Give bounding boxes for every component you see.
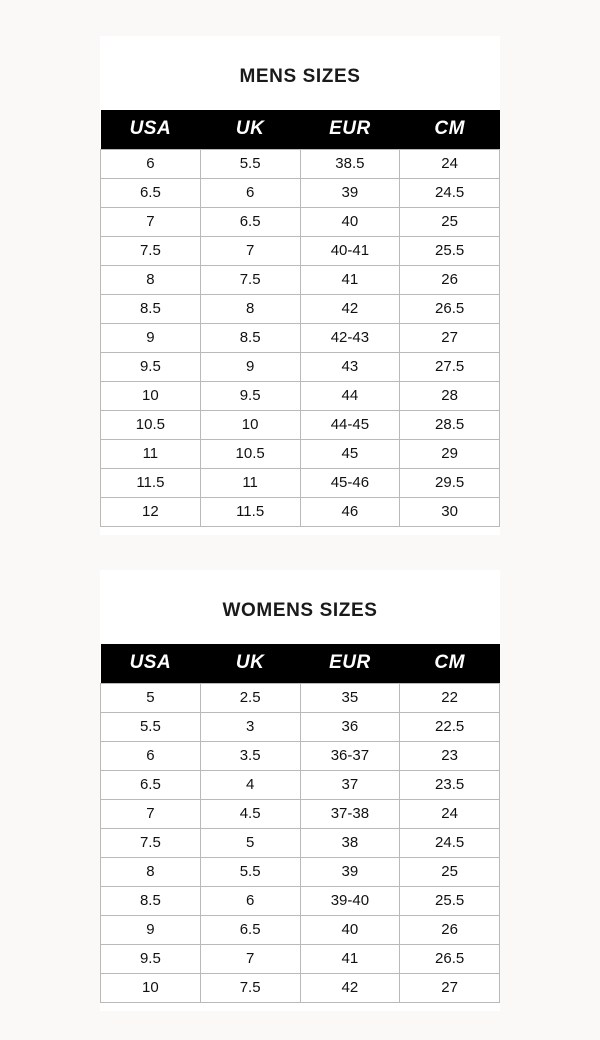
cell-usa: 11 <box>101 440 201 469</box>
cell-usa: 5 <box>101 684 201 713</box>
cell-eur: 35 <box>300 684 400 713</box>
column-header-uk: UK <box>200 644 300 684</box>
womens-table-wrapper <box>100 644 500 1003</box>
table-header-row <box>101 110 500 150</box>
cell-usa: 10.5 <box>101 411 201 440</box>
cell-uk: 8.5 <box>200 324 300 353</box>
cell-uk: 3 <box>200 713 300 742</box>
cell-cm: 25 <box>400 858 500 887</box>
cell-uk: 5.5 <box>200 150 300 179</box>
cell-usa: 9.5 <box>101 353 201 382</box>
cell-uk: 4 <box>200 771 300 800</box>
column-header-eur: EUR <box>300 644 400 684</box>
cell-usa: 9 <box>101 324 201 353</box>
cell-uk: 5 <box>200 829 300 858</box>
column-header-cm: CM <box>400 644 500 684</box>
womens-size-table <box>100 644 500 1003</box>
cell-eur: 42 <box>300 295 400 324</box>
cell-eur: 45-46 <box>300 469 400 498</box>
cell-uk: 6 <box>200 179 300 208</box>
cell-usa: 12 <box>101 498 201 527</box>
cell-cm: 23 <box>400 742 500 771</box>
table-header-row <box>101 644 500 684</box>
cell-usa: 8.5 <box>101 295 201 324</box>
cell-uk: 7.5 <box>200 266 300 295</box>
cell-eur: 39-40 <box>300 887 400 916</box>
cell-eur: 41 <box>300 266 400 295</box>
table-row <box>101 916 500 945</box>
cell-usa: 7 <box>101 208 201 237</box>
cell-usa: 6.5 <box>101 179 201 208</box>
cell-uk: 9.5 <box>200 382 300 411</box>
womens-table-head <box>101 644 500 684</box>
column-header-uk: UK <box>200 110 300 150</box>
cell-uk: 10.5 <box>200 440 300 469</box>
cell-cm: 29.5 <box>400 469 500 498</box>
cell-usa: 7.5 <box>101 829 201 858</box>
table-row <box>101 208 500 237</box>
cell-eur: 39 <box>300 858 400 887</box>
table-row <box>101 742 500 771</box>
cell-eur: 46 <box>300 498 400 527</box>
cell-cm: 24 <box>400 150 500 179</box>
table-row <box>101 469 500 498</box>
cell-usa: 7.5 <box>101 237 201 266</box>
cell-eur: 36-37 <box>300 742 400 771</box>
cell-cm: 26.5 <box>400 295 500 324</box>
cell-cm: 28 <box>400 382 500 411</box>
table-row <box>101 684 500 713</box>
cell-cm: 22 <box>400 684 500 713</box>
cell-usa: 8.5 <box>101 887 201 916</box>
cell-uk: 7.5 <box>200 974 300 1003</box>
womens-table-body <box>101 684 500 1003</box>
cell-usa: 5.5 <box>101 713 201 742</box>
mens-size-chart <box>100 36 500 535</box>
table-row <box>101 266 500 295</box>
cell-cm: 25 <box>400 208 500 237</box>
cell-usa: 9.5 <box>101 945 201 974</box>
cell-cm: 30 <box>400 498 500 527</box>
cell-cm: 26 <box>400 266 500 295</box>
table-row <box>101 713 500 742</box>
cell-cm: 25.5 <box>400 887 500 916</box>
cell-eur: 40 <box>300 916 400 945</box>
table-row <box>101 800 500 829</box>
cell-usa: 7 <box>101 800 201 829</box>
cell-eur: 37-38 <box>300 800 400 829</box>
column-header-usa: USA <box>101 644 201 684</box>
cell-usa: 8 <box>101 858 201 887</box>
mens-block-footer-space <box>100 527 500 535</box>
table-row <box>101 295 500 324</box>
womens-chart-title: WOMENS SIZES <box>100 570 500 644</box>
mens-table-wrapper <box>100 110 500 527</box>
cell-cm: 24.5 <box>400 179 500 208</box>
cell-eur: 44-45 <box>300 411 400 440</box>
cell-cm: 24.5 <box>400 829 500 858</box>
cell-cm: 26 <box>400 916 500 945</box>
cell-uk: 11 <box>200 469 300 498</box>
cell-uk: 7 <box>200 945 300 974</box>
cell-eur: 40 <box>300 208 400 237</box>
cell-eur: 42-43 <box>300 324 400 353</box>
mens-table-body <box>101 150 500 527</box>
cell-eur: 42 <box>300 974 400 1003</box>
cell-uk: 10 <box>200 411 300 440</box>
cell-cm: 27.5 <box>400 353 500 382</box>
cell-eur: 44 <box>300 382 400 411</box>
cell-eur: 38.5 <box>300 150 400 179</box>
table-row <box>101 353 500 382</box>
cell-usa: 11.5 <box>101 469 201 498</box>
cell-cm: 24 <box>400 800 500 829</box>
cell-cm: 22.5 <box>400 713 500 742</box>
table-row <box>101 945 500 974</box>
table-row <box>101 324 500 353</box>
cell-uk: 11.5 <box>200 498 300 527</box>
mens-chart-title: MENS SIZES <box>100 36 500 110</box>
cell-uk: 5.5 <box>200 858 300 887</box>
cell-uk: 9 <box>200 353 300 382</box>
table-row <box>101 411 500 440</box>
cell-uk: 4.5 <box>200 800 300 829</box>
table-row <box>101 771 500 800</box>
cell-uk: 8 <box>200 295 300 324</box>
column-header-cm: CM <box>400 110 500 150</box>
cell-uk: 7 <box>200 237 300 266</box>
cell-uk: 2.5 <box>200 684 300 713</box>
column-header-usa: USA <box>101 110 201 150</box>
cell-usa: 6 <box>101 150 201 179</box>
womens-block-footer-space <box>100 1003 500 1011</box>
cell-eur: 36 <box>300 713 400 742</box>
cell-eur: 38 <box>300 829 400 858</box>
table-row <box>101 150 500 179</box>
cell-usa: 10 <box>101 382 201 411</box>
table-row <box>101 179 500 208</box>
cell-cm: 23.5 <box>400 771 500 800</box>
cell-eur: 41 <box>300 945 400 974</box>
table-row <box>101 974 500 1003</box>
table-row <box>101 887 500 916</box>
cell-cm: 25.5 <box>400 237 500 266</box>
cell-eur: 37 <box>300 771 400 800</box>
cell-eur: 39 <box>300 179 400 208</box>
womens-size-chart <box>100 570 500 1011</box>
cell-usa: 6 <box>101 742 201 771</box>
table-row <box>101 382 500 411</box>
cell-usa: 6.5 <box>101 771 201 800</box>
cell-usa: 8 <box>101 266 201 295</box>
table-row <box>101 440 500 469</box>
column-header-eur: EUR <box>300 110 400 150</box>
cell-eur: 45 <box>300 440 400 469</box>
table-row <box>101 498 500 527</box>
cell-usa: 10 <box>101 974 201 1003</box>
cell-eur: 43 <box>300 353 400 382</box>
cell-uk: 3.5 <box>200 742 300 771</box>
cell-cm: 28.5 <box>400 411 500 440</box>
cell-usa: 9 <box>101 916 201 945</box>
cell-cm: 27 <box>400 324 500 353</box>
cell-uk: 6 <box>200 887 300 916</box>
cell-eur: 40-41 <box>300 237 400 266</box>
table-row <box>101 829 500 858</box>
cell-cm: 27 <box>400 974 500 1003</box>
cell-cm: 29 <box>400 440 500 469</box>
cell-uk: 6.5 <box>200 916 300 945</box>
table-row <box>101 237 500 266</box>
cell-uk: 6.5 <box>200 208 300 237</box>
table-row <box>101 858 500 887</box>
mens-table-head <box>101 110 500 150</box>
cell-cm: 26.5 <box>400 945 500 974</box>
mens-size-table <box>100 110 500 527</box>
